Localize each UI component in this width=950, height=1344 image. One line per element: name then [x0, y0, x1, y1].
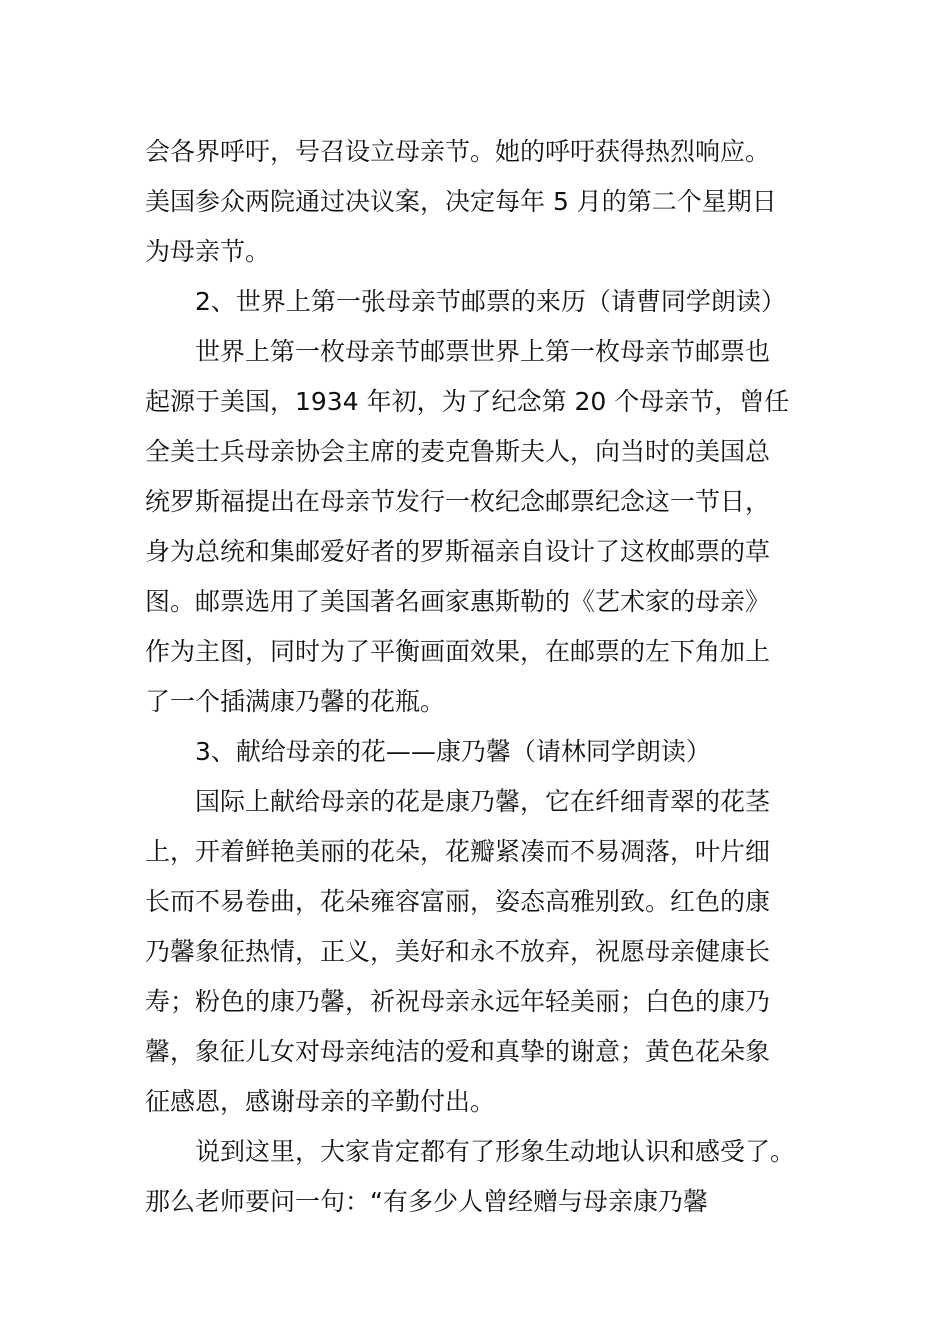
text-line: 会各界呼吁，号召设立母亲节。她的呼吁获得热烈响应。: [145, 137, 771, 166]
text-line: 世界上第一枚母亲节邮票世界上第一枚母亲节邮票也: [145, 337, 771, 366]
text-line: 上，开着鲜艳美丽的花朵，花瓣紧凑而不易凋落，叶片细: [145, 837, 771, 866]
text-line: 长而不易卷曲，花朵雍容富丽，姿态高雅别致。红色的康: [145, 887, 771, 916]
section-heading: 3、献给母亲的花——康乃馨（请林同学朗读）: [145, 737, 711, 766]
text-line: 为母亲节。: [145, 237, 271, 266]
text-line: 寿；粉色的康乃馨，祈祝母亲永远年轻美丽；白色的康乃: [145, 987, 771, 1016]
text-line: 了一个插满康乃馨的花瓶。: [145, 687, 446, 716]
text-line: 身为总统和集邮爱好者的罗斯福亲自设计了这枚邮票的草: [145, 537, 771, 566]
text-line: 征感恩，感谢母亲的辛勤付出。: [145, 1087, 496, 1116]
text-line: 起源于美国，1934 年初，为了纪念第 20 个母亲节，曾任: [145, 387, 790, 416]
text-line: 图。邮票选用了美国著名画家惠斯勒的《艺术家的母亲》: [145, 587, 771, 616]
text-line: 统罗斯福提出在母亲节发行一枚纪念邮票纪念这一节日，: [145, 487, 771, 516]
text-line: 作为主图，同时为了平衡画面效果，在邮票的左下角加上: [145, 637, 771, 666]
text-line: 那么老师要问一句：“有多少人曾经赠与母亲康乃馨: [145, 1187, 708, 1216]
text-line: 国际上献给母亲的花是康乃馨，它在纤细青翠的花茎: [145, 787, 771, 816]
text-line: 说到这里，大家肯定都有了形象生动地认识和感受了。: [145, 1137, 796, 1166]
text-line: 馨，象征儿女对母亲纯洁的爱和真挚的谢意；黄色花朵象: [145, 1037, 771, 1066]
document-body: [145, 127, 815, 1227]
text-line: 乃馨象征热情，正义，美好和永不放弃，祝愿母亲健康长: [145, 937, 771, 966]
text-line: 全美士兵母亲协会主席的麦克鲁斯夫人，向当时的美国总: [145, 437, 771, 466]
text-line: 美国参众两院通过决议案，决定每年 5 月的第二个星期日: [145, 187, 777, 216]
section-heading: 2、世界上第一张母亲节邮票的来历（请曹同学朗读）: [145, 287, 786, 316]
